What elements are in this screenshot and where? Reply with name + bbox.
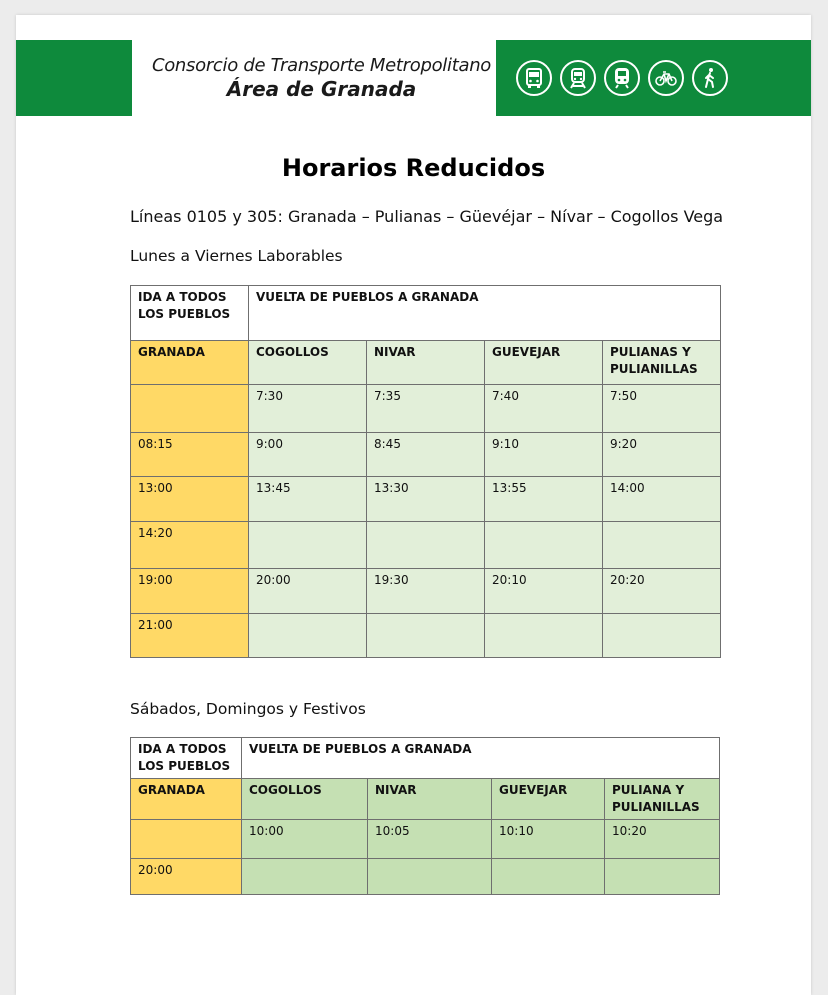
cell-guevejar: 9:10 <box>485 433 603 477</box>
table-row <box>131 433 721 477</box>
weekday-section-title: Lunes a Viernes Laborables <box>130 247 343 265</box>
cell-nivar: 19:30 <box>367 569 485 614</box>
document-page <box>16 15 811 995</box>
cell-granada <box>131 385 249 433</box>
cell-cogollos: 13:45 <box>249 477 367 522</box>
cell-nivar <box>367 522 485 569</box>
cell-granada: 08:15 <box>131 433 249 477</box>
vuelta-header: VUELTA DE PUEBLOS A GRANADA <box>249 286 721 341</box>
org-name-line2: Área de Granada <box>226 77 417 101</box>
cell-cogollos: 9:00 <box>249 433 367 477</box>
cell-pulianas <box>603 522 721 569</box>
cell-pulianas: 20:20 <box>603 569 721 614</box>
bus-icon <box>516 60 552 96</box>
table-row <box>131 385 721 433</box>
cell-puliana: 10:20 <box>605 820 720 859</box>
cell-guevejar <box>485 614 603 658</box>
column-header-granada: GRANADA <box>131 779 242 820</box>
pedestrian-icon <box>692 60 728 96</box>
cell-nivar: 7:35 <box>367 385 485 433</box>
column-header-puliana: PULIANA Y PULIANILLAS <box>605 779 720 820</box>
cell-granada: 19:00 <box>131 569 249 614</box>
cell-guevejar <box>492 859 605 895</box>
cell-pulianas: 9:20 <box>603 433 721 477</box>
cell-puliana <box>605 859 720 895</box>
cell-cogollos: 20:00 <box>249 569 367 614</box>
cell-guevejar <box>485 522 603 569</box>
cell-guevejar: 7:40 <box>485 385 603 433</box>
cell-nivar: 13:30 <box>367 477 485 522</box>
org-name-line1: Consorcio de Transporte Metropolitano <box>151 55 492 76</box>
ida-header: IDA A TODOS LOS PUEBLOS <box>131 286 249 341</box>
column-header-pulianas: PULIANAS Y PULIANILLAS <box>603 341 721 385</box>
header-green-block-right <box>496 40 811 116</box>
cell-cogollos: 7:30 <box>249 385 367 433</box>
cell-guevejar: 13:55 <box>485 477 603 522</box>
table-row <box>131 569 721 614</box>
cell-pulianas: 7:50 <box>603 385 721 433</box>
column-header-nivar: NIVAR <box>367 341 485 385</box>
weekend-section-title: Sábados, Domingos y Festivos <box>130 700 366 718</box>
column-header-granada: GRANADA <box>131 341 249 385</box>
train-icon <box>560 60 596 96</box>
metro-icon <box>604 60 640 96</box>
cell-cogollos: 10:00 <box>242 820 368 859</box>
table-row <box>131 820 720 859</box>
cell-cogollos <box>242 859 368 895</box>
cell-granada: 21:00 <box>131 614 249 658</box>
weekday-schedule-table <box>130 285 721 658</box>
header-green-block-left <box>16 40 132 116</box>
cell-granada: 13:00 <box>131 477 249 522</box>
table-row <box>131 614 721 658</box>
cell-pulianas: 14:00 <box>603 477 721 522</box>
table-columns-row <box>131 779 720 820</box>
cell-guevejar: 20:10 <box>485 569 603 614</box>
table-row <box>131 477 721 522</box>
column-header-cogollos: COGOLLOS <box>242 779 368 820</box>
cell-cogollos <box>249 522 367 569</box>
page-title: Horarios Reducidos <box>281 154 546 182</box>
cell-guevejar: 10:10 <box>492 820 605 859</box>
cell-nivar <box>367 614 485 658</box>
table-header-row <box>131 738 720 779</box>
route-subtitle: Líneas 0105 y 305: Granada – Pulianas – Güevéjar – Nívar – Cogollos Vega <box>130 207 724 226</box>
cell-granada <box>131 820 242 859</box>
cell-nivar: 10:05 <box>368 820 492 859</box>
column-header-guevejar: GUEVEJAR <box>485 341 603 385</box>
column-header-guevejar: GUEVEJAR <box>492 779 605 820</box>
weekend-schedule-table <box>130 737 720 895</box>
column-header-nivar: NIVAR <box>368 779 492 820</box>
table-columns-row <box>131 341 721 385</box>
table-row <box>131 522 721 569</box>
ida-header: IDA A TODOS LOS PUEBLOS <box>131 738 242 779</box>
cell-granada: 14:20 <box>131 522 249 569</box>
cell-granada: 20:00 <box>131 859 242 895</box>
cell-cogollos <box>249 614 367 658</box>
cell-pulianas <box>603 614 721 658</box>
vuelta-header: VUELTA DE PUEBLOS A GRANADA <box>242 738 720 779</box>
table-row <box>131 859 720 895</box>
table-header-row <box>131 286 721 341</box>
bicycle-icon <box>648 60 684 96</box>
column-header-cogollos: COGOLLOS <box>249 341 367 385</box>
cell-nivar: 8:45 <box>367 433 485 477</box>
cell-nivar <box>368 859 492 895</box>
